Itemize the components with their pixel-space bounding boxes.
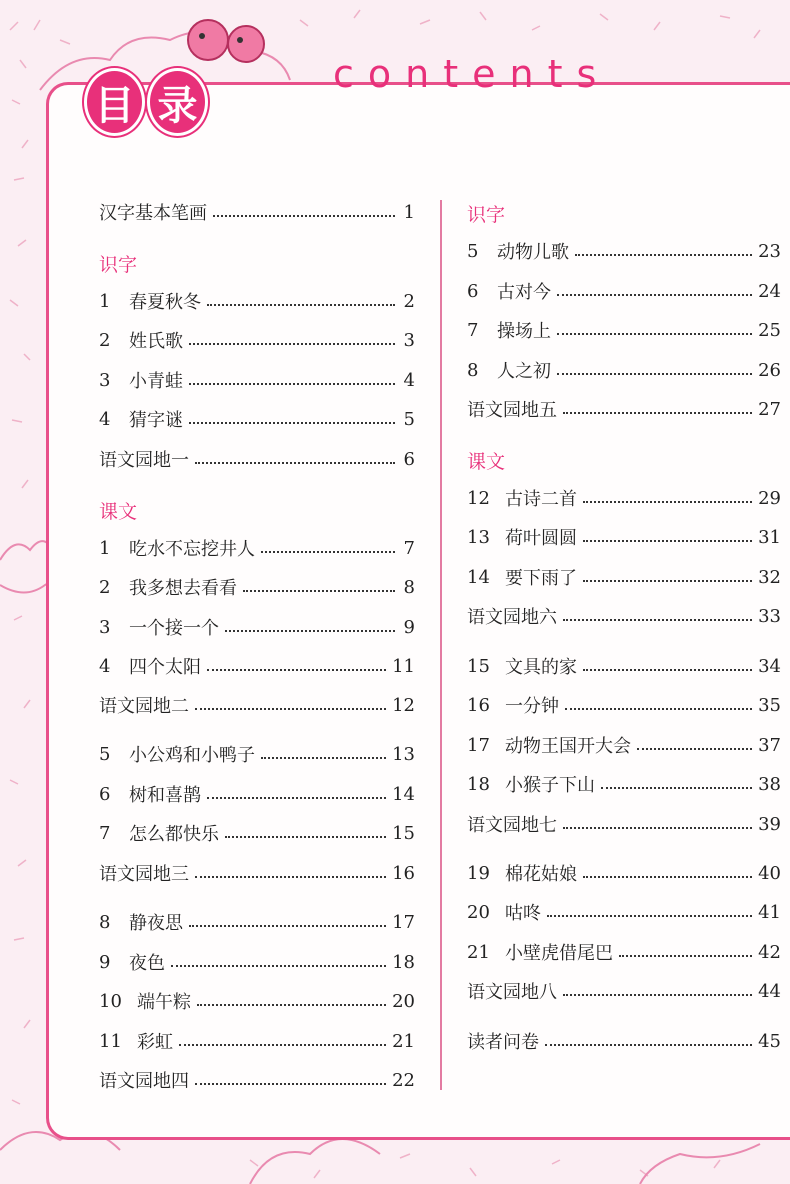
entry-page: 33: [758, 605, 781, 627]
toc-entry[interactable]: [467, 860, 781, 886]
toc-entry[interactable]: [467, 899, 781, 925]
leader-dots: [195, 1083, 386, 1085]
entry-number: 7: [99, 822, 111, 844]
toc-entry[interactable]: [99, 949, 415, 975]
leader-dots: [601, 787, 752, 789]
entry-number: 8: [467, 359, 479, 381]
entry-page: 1: [403, 201, 415, 223]
leader-dots: [583, 580, 752, 582]
toc-entry[interactable]: [467, 317, 781, 343]
entry-page: 42: [758, 941, 781, 963]
entry-page: 12: [392, 694, 415, 716]
leader-dots: [563, 619, 752, 621]
toc-entry-garden[interactable]: [467, 396, 781, 422]
leader-dots: [213, 215, 395, 217]
entry-label: 怎么都快乐: [129, 824, 219, 845]
page-title: [84, 68, 208, 140]
entry-number: 16: [467, 694, 490, 716]
entry-number: 10: [99, 990, 122, 1012]
leader-dots: [575, 254, 752, 256]
leader-dots: [195, 876, 386, 878]
entry-number: 14: [467, 566, 490, 588]
entry-page: 41: [758, 901, 781, 923]
entry-label: 姓氏歌: [129, 331, 183, 352]
entry-page: 34: [758, 655, 781, 677]
entry-page: 15: [392, 822, 415, 844]
entry-number: 8: [99, 911, 111, 933]
entry-number: 19: [467, 862, 490, 884]
entry-label: 夜色: [129, 953, 165, 974]
toc-entry[interactable]: [99, 909, 415, 935]
entry-label: 小猴子下山: [505, 775, 595, 796]
toc-entry[interactable]: [99, 288, 415, 314]
entry-page: 38: [758, 773, 781, 795]
entry-page: 18: [392, 951, 415, 973]
toc-entry[interactable]: [467, 357, 781, 383]
entry-label: 树和喜鹊: [129, 785, 201, 806]
entry-label: 棉花姑娘: [505, 864, 577, 885]
entry-number: 9: [99, 951, 111, 973]
toc-entry-garden[interactable]: [99, 692, 415, 718]
leader-dots: [243, 590, 395, 592]
entry-number: 4: [99, 655, 111, 677]
leader-dots: [207, 669, 386, 671]
toc-entry[interactable]: [467, 653, 781, 679]
leader-dots: [189, 422, 395, 424]
entry-label: 要下雨了: [505, 568, 577, 589]
entry-page: 29: [758, 487, 781, 509]
entry-label: 小青蛙: [129, 371, 183, 392]
leader-dots: [195, 708, 386, 710]
toc-entry[interactable]: [467, 939, 781, 965]
leader-dots: [189, 343, 395, 345]
entry-label: 文具的家: [505, 657, 577, 678]
entry-page: 31: [758, 526, 781, 548]
entry-label: 语文园地五: [467, 400, 557, 421]
entry-label: 彩虹: [137, 1032, 173, 1053]
toc-entry-garden[interactable]: [99, 860, 415, 886]
entry-label: 语文园地三: [99, 864, 189, 885]
entry-page: 44: [758, 980, 781, 1002]
entry-page: 17: [392, 911, 415, 933]
leader-dots: [179, 1044, 386, 1046]
entry-label: 小壁虎借尾巴: [505, 943, 613, 964]
entry-number: 15: [467, 655, 490, 677]
toc-entry-garden[interactable]: [99, 1067, 415, 1093]
leader-dots: [583, 669, 752, 671]
entry-page: 45: [758, 1030, 781, 1052]
toc-entry[interactable]: [467, 238, 781, 264]
entry-label: 语文园地四: [99, 1071, 189, 1092]
entry-label: 语文园地八: [467, 982, 557, 1003]
toc-entry-garden[interactable]: [467, 811, 781, 837]
toc-entry-garden[interactable]: [467, 978, 781, 1004]
toc-entry[interactable]: [99, 614, 415, 640]
entry-page: 21: [392, 1030, 415, 1052]
title-char-2: 录: [147, 68, 208, 136]
entry-number: 11: [99, 1030, 122, 1052]
title-char-1: 目: [84, 68, 145, 136]
entry-page: 5: [403, 408, 415, 430]
leader-dots: [557, 373, 752, 375]
leader-dots: [171, 965, 386, 967]
entry-number: 6: [467, 280, 479, 302]
entry-number: 2: [99, 329, 111, 351]
toc-entry-garden[interactable]: [99, 446, 415, 472]
leader-dots: [195, 462, 395, 464]
entry-label: 静夜思: [129, 913, 183, 934]
toc-entry[interactable]: [467, 732, 781, 758]
leader-dots: [261, 757, 386, 759]
entry-number: 1: [99, 537, 111, 559]
entry-label: 动物王国开大会: [505, 736, 631, 757]
leader-dots: [557, 333, 752, 335]
entry-page: 39: [758, 813, 781, 835]
entry-page: 37: [758, 734, 781, 756]
toc-entry[interactable]: [99, 406, 415, 432]
column-divider: [440, 200, 442, 1090]
leader-dots: [563, 827, 752, 829]
toc-entry[interactable]: [99, 574, 415, 600]
leader-dots: [197, 1004, 386, 1006]
entry-page: 13: [392, 743, 415, 765]
toc-entry[interactable]: [99, 988, 415, 1014]
leader-dots: [207, 304, 395, 306]
entry-label: 吃水不忘挖井人: [129, 539, 255, 560]
entry-number: 18: [467, 773, 490, 795]
entry-page: 20: [392, 990, 415, 1012]
toc-entry[interactable]: [467, 485, 781, 511]
toc-entry[interactable]: [467, 524, 781, 550]
entry-label: 人之初: [497, 361, 551, 382]
entry-page: 3: [403, 329, 415, 351]
entry-page: 16: [392, 862, 415, 884]
entry-page: 40: [758, 862, 781, 884]
toc-entry-garden[interactable]: [467, 603, 781, 629]
entry-page: 9: [403, 616, 415, 638]
leader-dots: [619, 955, 752, 957]
entry-number: 17: [467, 734, 490, 756]
toc-entry[interactable]: [467, 692, 781, 718]
toc-entry[interactable]: [467, 771, 781, 797]
entry-page: 22: [392, 1069, 415, 1091]
entry-number: 20: [467, 901, 490, 923]
entry-number: 5: [467, 240, 479, 262]
entry-label: 猜字谜: [129, 410, 183, 431]
entry-page: 11: [392, 655, 415, 677]
entry-page: 8: [403, 576, 415, 598]
entry-number: 2: [99, 576, 111, 598]
toc-entry[interactable]: [99, 741, 415, 767]
leader-dots: [225, 836, 386, 838]
entry-label: 语文园地七: [467, 815, 557, 836]
entry-number: 5: [99, 743, 111, 765]
entry-page: 25: [758, 319, 781, 341]
toc-entry[interactable]: [467, 564, 781, 590]
entry-label: 咕咚: [505, 903, 541, 924]
entry-label: 动物儿歌: [497, 242, 569, 263]
leader-dots: [557, 294, 752, 296]
entry-number: 13: [467, 526, 490, 548]
leader-dots: [207, 797, 386, 799]
entry-label: 操场上: [497, 321, 551, 342]
entry-page: 26: [758, 359, 781, 381]
entry-page: 7: [403, 537, 415, 559]
entry-page: 32: [758, 566, 781, 588]
entry-number: 4: [99, 408, 111, 430]
entry-label: 语文园地六: [467, 607, 557, 628]
leader-dots: [563, 412, 752, 414]
entry-label: 端午粽: [137, 992, 191, 1013]
entry-label: 四个太阳: [129, 657, 201, 678]
entry-number: 3: [99, 369, 111, 391]
leader-dots: [545, 1044, 752, 1046]
toc-entry-intro[interactable]: [99, 199, 415, 225]
entry-label: 小公鸡和小鸭子: [129, 745, 255, 766]
entry-label: 一个接一个: [129, 618, 219, 639]
leader-dots: [637, 748, 752, 750]
leader-dots: [583, 501, 752, 503]
leader-dots: [547, 915, 752, 917]
leader-dots: [565, 708, 752, 710]
section-heading-kewen: 课文: [467, 451, 506, 473]
leader-dots: [583, 876, 752, 878]
toc-entry[interactable]: [99, 327, 415, 353]
entry-number: 1: [99, 290, 111, 312]
toc-entry[interactable]: [99, 653, 415, 679]
leader-dots: [261, 551, 395, 553]
entry-page: 27: [758, 398, 781, 420]
leader-dots: [189, 383, 395, 385]
entry-page: 6: [403, 448, 415, 470]
entry-label: 语文园地一: [99, 450, 189, 471]
entry-label: 古诗二首: [505, 489, 577, 510]
toc-entry-survey[interactable]: [467, 1028, 781, 1054]
section-heading-shizi: 识字: [99, 254, 138, 276]
leader-dots: [225, 630, 395, 632]
entry-label: 荷叶圆圆: [505, 528, 577, 549]
entry-label: 一分钟: [505, 696, 559, 717]
entry-number: 12: [467, 487, 490, 509]
entry-label: 语文园地二: [99, 696, 189, 717]
entry-page: 24: [758, 280, 781, 302]
entry-label: 我多想去看看: [129, 578, 237, 599]
toc-entry[interactable]: [99, 535, 415, 561]
section-heading-shizi: 识字: [467, 204, 506, 226]
leader-dots: [583, 540, 752, 542]
contents-heading: contents: [333, 52, 611, 96]
entry-label: 春夏秋冬: [129, 292, 201, 313]
entry-number: 6: [99, 783, 111, 805]
entry-number: 21: [467, 941, 490, 963]
toc-entry[interactable]: [99, 781, 415, 807]
section-heading-kewen: 课文: [99, 501, 138, 523]
leader-dots: [563, 994, 752, 996]
toc-entry[interactable]: [99, 820, 415, 846]
toc-entry[interactable]: [467, 278, 781, 304]
entry-page: 2: [403, 290, 415, 312]
leader-dots: [189, 925, 386, 927]
entry-label: 古对今: [497, 282, 551, 303]
entry-page: 23: [758, 240, 781, 262]
entry-number: 3: [99, 616, 111, 638]
entry-label: 汉字基本笔画: [99, 203, 207, 224]
entry-page: 35: [758, 694, 781, 716]
entry-page: 14: [392, 783, 415, 805]
entry-label: 读者问卷: [467, 1032, 539, 1053]
entry-page: 4: [403, 369, 415, 391]
toc-entry[interactable]: [99, 1028, 415, 1054]
toc-entry[interactable]: [99, 367, 415, 393]
entry-number: 7: [467, 319, 479, 341]
